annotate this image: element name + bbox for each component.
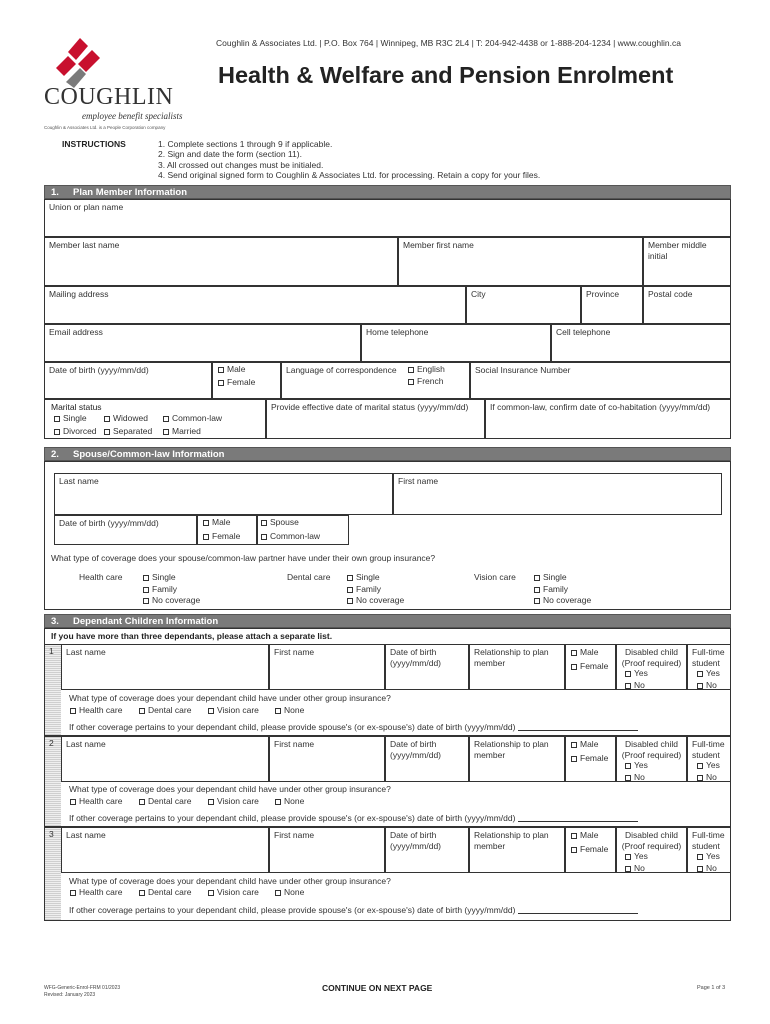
checkbox-icon: [625, 866, 631, 872]
child-vision-checkbox[interactable]: [208, 705, 259, 716]
checkbox-icon: [275, 890, 281, 896]
english-checkbox[interactable]: [408, 364, 445, 375]
field-label: First name: [398, 476, 439, 486]
instruction-item: 4. Send original signed form to Coughlin & Associates Ltd. for processing. Retain a copy for your files.: [158, 169, 541, 180]
section-title: Plan Member Information: [73, 187, 188, 198]
spouse-dob-question: [69, 722, 638, 733]
checkbox-icon: [571, 847, 577, 853]
child-vision-checkbox[interactable]: [208, 887, 259, 898]
dob-field[interactable]: [44, 362, 212, 399]
member-first-name-field[interactable]: [398, 237, 643, 286]
health-single-checkbox[interactable]: [143, 572, 176, 583]
spouse-dob-input[interactable]: [518, 905, 638, 914]
logo: [42, 34, 192, 132]
single-checkbox[interactable]: [54, 413, 87, 424]
disabled-yes-checkbox[interactable]: [625, 760, 648, 771]
option-label: Single: [63, 413, 87, 423]
child-dental-checkbox[interactable]: [139, 705, 191, 716]
checkbox-icon: [625, 854, 631, 860]
option-label: Dental care: [148, 887, 192, 897]
checkbox-icon: [275, 799, 281, 805]
checkbox-icon: [70, 890, 76, 896]
spouse-dob-question: [69, 905, 638, 916]
checkbox-icon: [571, 756, 577, 762]
revised-date: Revised: January 2023: [44, 992, 96, 998]
field-label: Member last name: [49, 240, 120, 250]
dental-care-label: Dental care: [287, 572, 331, 582]
option-label: No: [634, 680, 645, 690]
option-label: Family: [152, 584, 178, 594]
option-label: Female: [580, 844, 609, 854]
field-label: Date of birth (yyyy/mm/dd): [390, 647, 441, 668]
checkbox-icon: [261, 534, 267, 540]
option-label: Yes: [634, 668, 648, 678]
child-female-checkbox[interactable]: [571, 661, 608, 672]
checkbox-icon: [534, 587, 540, 593]
option-label: None: [284, 796, 305, 806]
field-label: Date of birth (yyyy/mm/dd): [59, 518, 159, 528]
checkbox-icon: [208, 708, 214, 714]
married-checkbox[interactable]: [163, 426, 201, 437]
child-female-checkbox[interactable]: [571, 844, 608, 855]
option-label: Widowed: [113, 413, 148, 423]
field-label: Postal code: [648, 289, 693, 299]
postal-code-field[interactable]: [643, 286, 731, 324]
field-label: Disabled child (Proof required): [621, 739, 682, 760]
child-female-checkbox[interactable]: [571, 753, 608, 764]
option-label: Health care: [79, 887, 123, 897]
child-vision-checkbox[interactable]: [208, 796, 259, 807]
child-dental-checkbox[interactable]: [139, 796, 191, 807]
option-label: Common-law: [270, 531, 321, 541]
health-care-label: Health care: [79, 572, 123, 582]
marital-date-field[interactable]: [266, 399, 485, 439]
disabled-no-checkbox[interactable]: [625, 863, 645, 874]
checkbox-icon: [139, 799, 145, 805]
dependants-note: If you have more than three dependants, please attach a separate list.: [51, 631, 333, 641]
field-label: Home telephone: [366, 327, 429, 337]
option-label: Male: [212, 517, 231, 527]
dental-single-checkbox[interactable]: [347, 572, 380, 583]
field-label: Mailing address: [49, 289, 109, 299]
instruction-item: 1. Complete sections 1 through 9 if applicable.: [158, 139, 333, 149]
option-label: Vision care: [217, 796, 259, 806]
form-code: WFG-Generic-Enrol-FRM 01/2023: [44, 985, 121, 991]
question-text: If other coverage pertains to your dependant child, please provide spouse's (or ex-spouse's) date of birth (yyyy/mm/dd): [69, 905, 516, 915]
option-label: French: [417, 376, 444, 386]
option-label: Dental care: [148, 705, 192, 715]
child-last-name-field[interactable]: [61, 827, 269, 873]
checkbox-icon: [143, 575, 149, 581]
fulltime-yes-checkbox[interactable]: [697, 668, 720, 679]
union-field[interactable]: [44, 199, 731, 237]
checkbox-icon: [347, 587, 353, 593]
child-relationship-field[interactable]: [469, 827, 565, 873]
checkbox-icon: [697, 775, 703, 781]
checkbox-icon: [163, 416, 169, 422]
vision-single-checkbox[interactable]: [534, 572, 567, 583]
checkbox-icon: [408, 367, 414, 373]
option-label: Dental care: [148, 796, 192, 806]
row-shade: [45, 737, 61, 826]
cell-telephone-field[interactable]: [551, 324, 731, 362]
child-male-checkbox[interactable]: [571, 739, 598, 750]
option-label: Married: [172, 426, 201, 436]
dental-no-coverage-checkbox[interactable]: [347, 595, 404, 606]
city-field[interactable]: [466, 286, 581, 324]
child-coverage-question: What type of coverage does your dependant child have under other group insurance?: [69, 784, 391, 794]
mailing-address-field[interactable]: [44, 286, 466, 324]
field-label: Provide effective date of marital status (yyyy/mm/dd): [271, 402, 469, 412]
option-label: Family: [356, 584, 382, 594]
checkbox-icon: [203, 520, 209, 526]
section-3-header: [44, 614, 731, 628]
option-label: None: [284, 705, 305, 715]
logo-subtext: Coughlin & Associates Ltd. is a People Corporation company: [44, 125, 166, 130]
row-shade: [45, 828, 61, 920]
common-law-checkbox[interactable]: [163, 413, 222, 424]
checkbox-icon: [104, 416, 110, 422]
french-checkbox[interactable]: [408, 376, 443, 387]
section-title: Dependant Children Information: [73, 616, 219, 627]
option-label: Female: [212, 531, 241, 541]
option-label: Health care: [79, 796, 123, 806]
option-label: Male: [580, 647, 599, 657]
cohabitation-date-field[interactable]: [485, 399, 731, 439]
spouse-checkbox[interactable]: [261, 517, 299, 528]
option-label: Single: [356, 572, 380, 582]
option-label: Female: [580, 661, 609, 671]
option-label: No coverage: [543, 595, 592, 605]
option-label: Female: [580, 753, 609, 763]
option-label: Yes: [634, 760, 648, 770]
child-last-name-field[interactable]: [61, 736, 269, 782]
checkbox-icon: [54, 429, 60, 435]
logo-tagline: employee benefit specialists: [82, 111, 183, 121]
instruction-item: 3. All crossed out changes must be initialed.: [158, 159, 324, 170]
child-coverage-question: What type of coverage does your dependant child have under other group insurance?: [69, 876, 391, 886]
dental-family-checkbox[interactable]: [347, 584, 381, 595]
child-first-name-field[interactable]: [269, 736, 385, 782]
checkbox-icon: [139, 890, 145, 896]
option-label: Yes: [706, 668, 720, 678]
child-none-checkbox[interactable]: [275, 796, 304, 807]
section-title: Spouse/Common-law Information: [73, 449, 225, 460]
health-family-checkbox[interactable]: [143, 584, 177, 595]
child-relationship-field[interactable]: [469, 736, 565, 782]
option-label: No: [634, 863, 645, 873]
option-label: Single: [543, 572, 567, 582]
field-label: Province: [586, 289, 620, 299]
question-text: If other coverage pertains to your dependant child, please provide spouse's (or ex-spouse's) date of birth (yyyy/mm/dd): [69, 722, 516, 732]
child-dob-field[interactable]: [385, 827, 469, 873]
checkbox-icon: [571, 833, 577, 839]
checkbox-icon: [275, 708, 281, 714]
instructions-label: INSTRUCTIONS: [62, 139, 126, 149]
checkbox-icon: [697, 683, 703, 689]
section-number: 2.: [51, 449, 59, 460]
field-label: If common-law, confirm date of co-habitation (yyyy/mm/dd): [490, 402, 711, 412]
checkbox-icon: [208, 890, 214, 896]
fulltime-yes-checkbox[interactable]: [697, 851, 720, 862]
field-label: Last name: [66, 830, 106, 840]
divorced-checkbox[interactable]: [54, 426, 97, 437]
child-health-checkbox[interactable]: [70, 796, 122, 807]
field-label: Date of birth (yyyy/mm/dd): [49, 365, 149, 375]
checkbox-icon: [625, 775, 631, 781]
field-label: Union or plan name: [49, 202, 124, 212]
option-label: No: [706, 863, 717, 873]
sin-field[interactable]: [470, 362, 731, 399]
spouse-male-checkbox[interactable]: [203, 517, 230, 528]
child-dob-field[interactable]: [385, 736, 469, 782]
field-label: Full-time student: [692, 647, 725, 668]
member-last-name-field[interactable]: [44, 237, 398, 286]
checkbox-icon: [218, 380, 224, 386]
vision-care-label: Vision care: [474, 572, 516, 582]
home-telephone-field[interactable]: [361, 324, 551, 362]
field-label: First name: [274, 647, 315, 657]
checkbox-icon: [54, 416, 60, 422]
row-number: 3: [49, 829, 54, 839]
spouse-female-checkbox[interactable]: [203, 531, 240, 542]
checkbox-icon: [408, 379, 414, 385]
checkbox-icon: [208, 799, 214, 805]
option-label: Family: [543, 584, 569, 594]
field-label: Cell telephone: [556, 327, 611, 337]
checkbox-icon: [571, 664, 577, 670]
field-label: Full-time student: [692, 739, 725, 760]
checkbox-icon: [697, 866, 703, 872]
field-label: Disabled child (Proof required): [621, 830, 682, 851]
child-none-checkbox[interactable]: [275, 705, 304, 716]
checkbox-icon: [261, 520, 267, 526]
common-law-checkbox[interactable]: [261, 531, 320, 542]
option-label: Yes: [706, 851, 720, 861]
field-label: First name: [274, 739, 315, 749]
option-label: Separated: [113, 426, 153, 436]
checkbox-icon: [697, 854, 703, 860]
checkbox-icon: [534, 598, 540, 604]
widowed-checkbox[interactable]: [104, 413, 148, 424]
page-number: Page 1 of 3: [697, 985, 726, 991]
field-label: City: [471, 289, 486, 299]
checkbox-icon: [143, 587, 149, 593]
field-label: Member first name: [403, 240, 474, 250]
logo-text: COUGHLIN: [44, 84, 174, 110]
checkbox-icon: [203, 534, 209, 540]
field-label: First name: [274, 830, 315, 840]
field-label: Social Insurance Number: [475, 365, 571, 375]
row-shade: [45, 645, 61, 735]
spouse-dob-question: [69, 813, 638, 824]
disabled-no-checkbox[interactable]: [625, 772, 645, 783]
spouse-coverage-question: What type of coverage does your spouse/common-law partner have under their own group insurance?: [51, 553, 436, 563]
option-label: Yes: [706, 760, 720, 770]
option-label: Health care: [79, 705, 123, 715]
field-label: Full-time student: [692, 830, 725, 851]
checkbox-icon: [534, 575, 540, 581]
instructions-list: [158, 139, 540, 180]
fulltime-no-checkbox[interactable]: [697, 680, 717, 691]
email-field[interactable]: [44, 324, 361, 362]
checkbox-icon: [347, 575, 353, 581]
separated-checkbox[interactable]: [104, 426, 152, 437]
child-first-name-field[interactable]: [269, 827, 385, 873]
section-number: 3.: [51, 616, 59, 627]
fulltime-yes-checkbox[interactable]: [697, 760, 720, 771]
field-label: Language of correspondence: [286, 365, 397, 375]
checkbox-icon: [571, 742, 577, 748]
row-number: 2: [49, 738, 54, 748]
contact-line: Coughlin & Associates Ltd. | P.O. Box 764 | Winnipeg, MB R3C 2L4 | T: 204-942-4438 or 1-888-204-1234 | www.coughlin.ca: [216, 38, 681, 48]
field-label: Date of birth (yyyy/mm/dd): [390, 830, 441, 851]
field-label: Relationship to plan member: [474, 739, 549, 760]
checkbox-icon: [218, 367, 224, 373]
option-label: Male: [580, 830, 599, 840]
child-male-checkbox[interactable]: [571, 830, 598, 841]
member-middle-initial-field[interactable]: [643, 237, 731, 286]
option-label: Male: [227, 364, 246, 374]
female-checkbox[interactable]: [218, 377, 255, 388]
spouse-last-name-field[interactable]: [54, 473, 393, 515]
section-1-header: [44, 185, 731, 199]
checkbox-icon: [143, 598, 149, 604]
fulltime-no-checkbox[interactable]: [697, 863, 717, 874]
field-label: Disabled child (Proof required): [621, 647, 682, 668]
option-label: Male: [580, 739, 599, 749]
option-label: Vision care: [217, 705, 259, 715]
field-label: Date of birth (yyyy/mm/dd): [390, 739, 441, 760]
option-label: English: [417, 364, 445, 374]
field-label: Relationship to plan member: [474, 647, 549, 668]
section-2-header: [44, 447, 731, 461]
field-label: Last name: [66, 647, 106, 657]
option-label: Common-law: [172, 413, 223, 423]
option-label: None: [284, 887, 305, 897]
option-label: No: [706, 772, 717, 782]
child-health-checkbox[interactable]: [70, 705, 122, 716]
spouse-dob-field[interactable]: [54, 515, 197, 545]
option-label: Female: [227, 377, 256, 387]
checkbox-icon: [104, 429, 110, 435]
row-number: 1: [49, 646, 54, 656]
child-dental-checkbox[interactable]: [139, 887, 191, 898]
option-label: Single: [152, 572, 176, 582]
field-label: Email address: [49, 327, 103, 337]
child-first-name-field[interactable]: [269, 644, 385, 690]
child-last-name-field[interactable]: [61, 644, 269, 690]
option-label: No: [706, 680, 717, 690]
checkbox-icon: [139, 708, 145, 714]
checkbox-icon: [625, 671, 631, 677]
child-dob-field[interactable]: [385, 644, 469, 690]
option-label: Yes: [634, 851, 648, 861]
disabled-yes-checkbox[interactable]: [625, 668, 648, 679]
health-no-coverage-checkbox[interactable]: [143, 595, 200, 606]
page-title: Health & Welfare and Pension Enrolment: [218, 62, 674, 88]
spouse-dob-input[interactable]: [518, 813, 638, 822]
checkbox-icon: [625, 763, 631, 769]
checkbox-icon: [625, 683, 631, 689]
option-label: No coverage: [356, 595, 405, 605]
disabled-no-checkbox[interactable]: [625, 680, 645, 691]
field-label: Last name: [66, 739, 106, 749]
field-label: Member middle initial: [648, 240, 707, 261]
checkbox-icon: [163, 429, 169, 435]
checkbox-icon: [697, 671, 703, 677]
checkbox-icon: [571, 650, 577, 656]
spouse-first-name-field[interactable]: [393, 473, 722, 515]
child-coverage-question: What type of coverage does your dependant child have under other group insurance?: [69, 693, 391, 703]
option-label: Divorced: [63, 426, 97, 436]
field-label: Relationship to plan member: [474, 830, 549, 851]
checkbox-icon: [347, 598, 353, 604]
marital-status-label: Marital status: [51, 402, 102, 412]
child-relationship-field[interactable]: [469, 644, 565, 690]
checkbox-icon: [70, 708, 76, 714]
child-none-checkbox[interactable]: [275, 887, 304, 898]
child-male-checkbox[interactable]: [571, 647, 598, 658]
option-label: Vision care: [217, 887, 259, 897]
instruction-item: 2. Sign and date the form (section 11).: [158, 149, 302, 160]
vision-no-coverage-checkbox[interactable]: [534, 595, 591, 606]
continue-note: CONTINUE ON NEXT PAGE: [322, 983, 433, 993]
child-health-checkbox[interactable]: [70, 887, 122, 898]
male-checkbox[interactable]: [218, 364, 245, 375]
option-label: Spouse: [270, 517, 299, 527]
option-label: No: [634, 772, 645, 782]
disabled-yes-checkbox[interactable]: [625, 851, 648, 862]
fulltime-no-checkbox[interactable]: [697, 772, 717, 783]
province-field[interactable]: [581, 286, 643, 324]
vision-family-checkbox[interactable]: [534, 584, 568, 595]
checkbox-icon: [70, 799, 76, 805]
section-number: 1.: [51, 187, 59, 198]
field-label: Last name: [59, 476, 99, 486]
checkbox-icon: [697, 763, 703, 769]
option-label: No coverage: [152, 595, 201, 605]
question-text: If other coverage pertains to your dependant child, please provide spouse's (or ex-spouse's) date of birth (yyyy/mm/dd): [69, 813, 516, 823]
spouse-dob-input[interactable]: [518, 722, 638, 731]
